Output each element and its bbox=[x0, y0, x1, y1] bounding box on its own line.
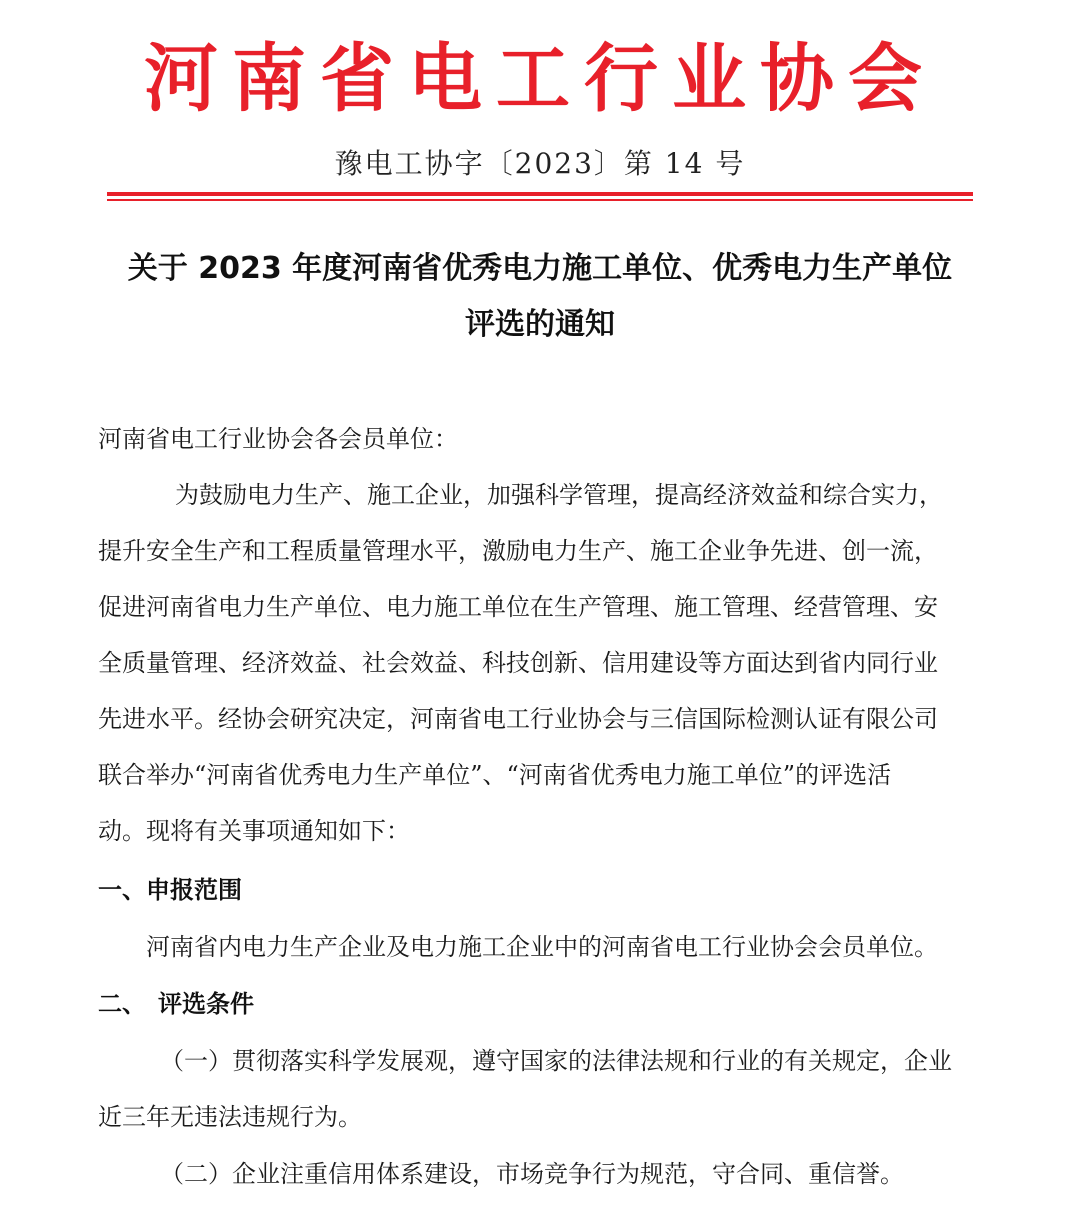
criteria-item-line: 近三年无违法违规行为。 bbox=[98, 1103, 362, 1131]
red-divider-thick bbox=[107, 192, 973, 196]
salutation: 河南省电工行业协会各会员单位： bbox=[98, 425, 458, 453]
notice-title-line-1: 关于 2023 年度河南省优秀电力施工单位、优秀电力生产单位 bbox=[127, 251, 953, 286]
organization-header: 河南省电工行业协会 bbox=[144, 36, 936, 122]
intro-paragraph-line: 联合举办“河南省优秀电力生产单位”、“河南省优秀电力施工单位”的评选活 bbox=[98, 761, 892, 789]
intro-paragraph-line: 全质量管理、经济效益、社会效益、科技创新、信用建设等方面达到省内同行业 bbox=[98, 649, 938, 677]
intro-paragraph-line: 先进水平。经协会研究决定，河南省电工行业协会与三信国际检测认证有限公司 bbox=[98, 705, 938, 733]
notice-title-line-2: 评选的通知 bbox=[465, 307, 615, 342]
criteria-item-line: （二）企业注重信用体系建设，市场竞争行为规范，守合同、重信誉。 bbox=[160, 1160, 904, 1188]
criteria-item-line: （一）贯彻落实科学发展观，遵守国家的法律法规和行业的有关规定，企业 bbox=[160, 1047, 952, 1075]
intro-paragraph-line: 提升安全生产和工程质量管理水平，激励电力生产、施工企业争先进、创一流， bbox=[98, 537, 938, 565]
document-number: 豫电工协字〔2023〕第 14 号 bbox=[334, 147, 746, 180]
intro-paragraph-line: 为鼓励电力生产、施工企业，加强科学管理，提高经济效益和综合实力， bbox=[175, 481, 943, 509]
section-heading-scope: 一、申报范围 bbox=[98, 876, 242, 904]
intro-paragraph-line: 促进河南省电力生产单位、电力施工单位在生产管理、施工管理、经营管理、安 bbox=[98, 593, 938, 621]
intro-paragraph-line: 动。现将有关事项通知如下： bbox=[98, 817, 410, 845]
section-heading-criteria: 二、 评选条件 bbox=[98, 990, 254, 1018]
red-divider-thin bbox=[107, 199, 973, 201]
section-scope-text: 河南省内电力生产企业及电力施工企业中的河南省电工行业协会会员单位。 bbox=[146, 933, 938, 961]
